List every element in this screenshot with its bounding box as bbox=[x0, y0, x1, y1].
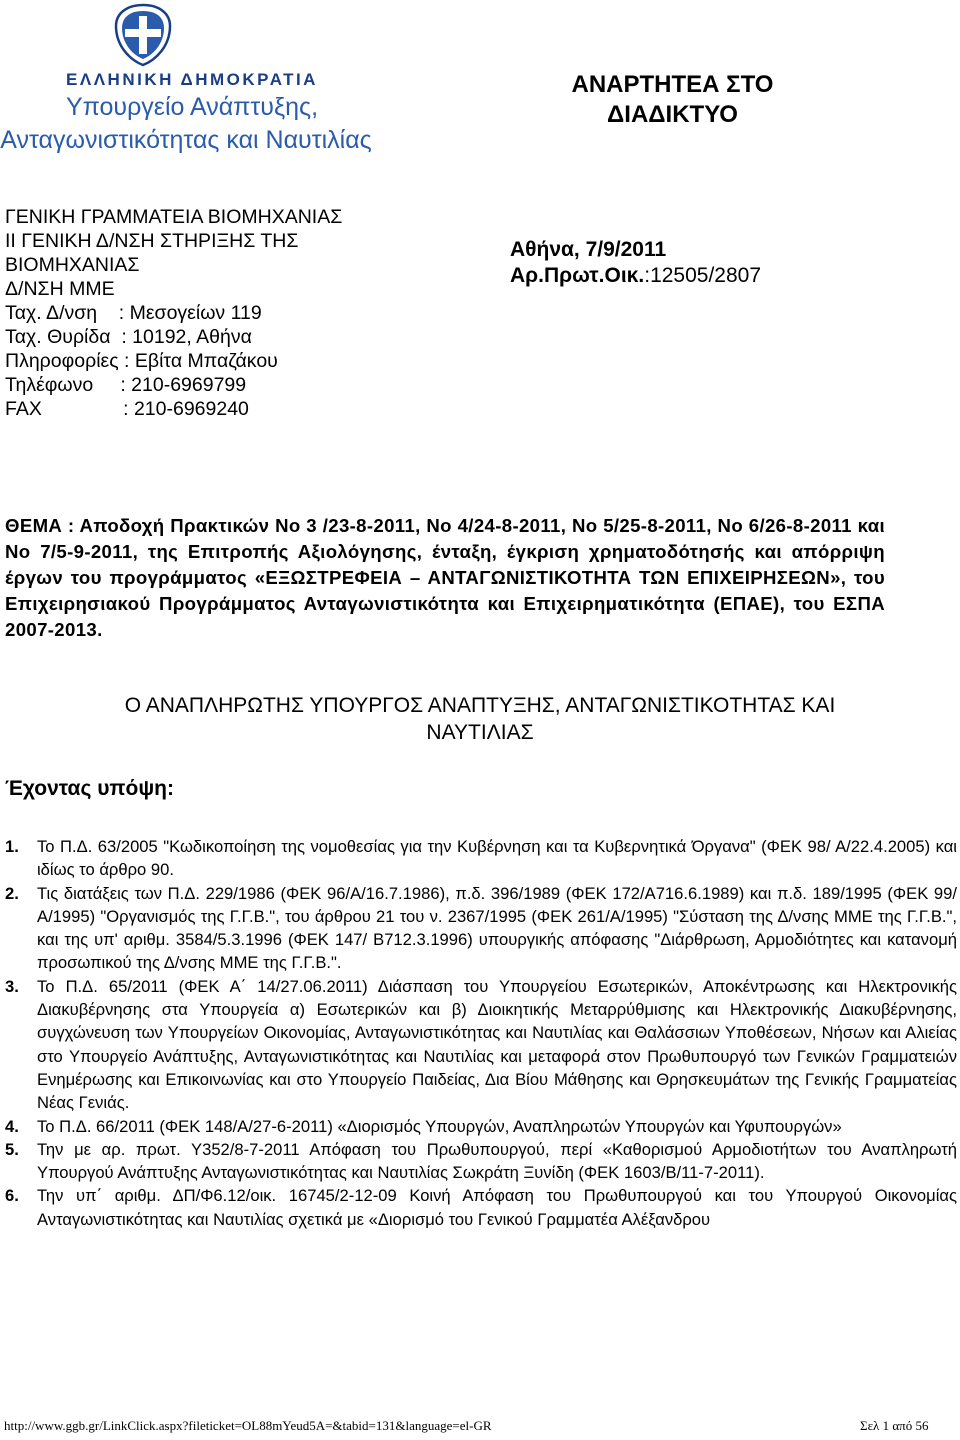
item-number: 3. bbox=[5, 976, 19, 996]
dept-line: Ταχ. Θυρίδα : 10192, Αθήνα bbox=[5, 326, 252, 348]
logo-republic-text: ΕΛΛΗΝΙΚΗ ΔΗΜΟΚΡΑΤΙΑ bbox=[66, 70, 318, 89]
item-text: Την με αρ. πρωτ. Υ352/8-7-2011 Απόφαση του Πρωθυπουργού, περί «Καθορισμού Αρμοδιοτήτων του Αναπληρωτή Υπουργού Ανάπτυξης Ανταγωνιστικότητας και Ναυτιλίας Σωκράτη Ξυνίδη (ΦΕΚ 1603/Β/11-7-2011). bbox=[37, 1139, 957, 1183]
dept-line: ΙΙ ΓΕΝΙΚΗ Δ/ΝΣΗ ΣΤΗΡΙΞΗΣ ΤΗΣ bbox=[5, 230, 299, 252]
footer-page-number: Σελ 1 από 56 bbox=[860, 1418, 929, 1433]
department-info bbox=[5, 205, 342, 421]
considerations-list bbox=[5, 835, 957, 1231]
item-text: Το Π.Δ. 65/2011 (ΦΕΚ Α΄ 14/27.06.2011) Διάσπαση του Υπουργείου Εσωτερικών, Αποκέντρωσης και Ηλεκτρονικής Διακυβέρνησης στα Υπουργεία α) Εσωτερικών και β) Διοικητικής Μεταρρύθμισης και Ηλεκτρονικής Διακυβέρνησης, συγχώνευση των Υπουργείων Οικονομίας, Ανταγωνιστικότητας και Ναυτιλίας και Θαλάσσιων Υποθέσεων, Νήσων και Αλιείας στο Υπουργείο Ανάπτυξης, Ανταγωνιστικότητας και Ναυτιλίας και μεταφορά στον Πρωθυπουργό των Γενικών Γραμματειών Ενημέρωσης και Επικοινωνίας και στο Υπουργείο Παιδείας, Δια Βίου Μάθησης και Θρησκευμάτων της Γενικής Γραμματείας Νέας Γενιάς. bbox=[37, 976, 957, 1113]
item-number: 1. bbox=[5, 837, 19, 856]
protocol-number bbox=[510, 263, 761, 289]
date-block bbox=[510, 237, 761, 289]
item-text: Το Π.Δ. 63/2005 "Κωδικοποίηση της νομοθεσίας για την Κυβέρνηση και τα Κυβερνητικά Όργανα" (ΦΕΚ 98/ Α/22.4.2005) και ιδίως το άρθρο 90. bbox=[37, 837, 957, 880]
item-number: 5. bbox=[5, 1139, 19, 1159]
publish-notice-line1: ΑΝΑΡΤΗΤΕΑ ΣΤΟ bbox=[571, 71, 774, 98]
minister-line2: ΝΑΥΤΙΛΙΑΣ bbox=[426, 721, 534, 744]
having-considered-heading: Έχοντας υπόψη: bbox=[5, 777, 174, 800]
dept-line: Τηλέφωνο : 210-6969799 bbox=[5, 374, 247, 396]
item-text: Το Π.Δ. 66/2011 (ΦΕΚ 148/Α/27-6-2011) «Διορισμός Υπουργών, Αναπληρωτών Υπουργών και Υφυπουργών» bbox=[37, 1116, 842, 1136]
minister-heading bbox=[60, 692, 900, 746]
protocol-value: :12505/2807 bbox=[644, 264, 762, 287]
dept-line: Πληροφορίες : Εβίτα Μπαζάκου bbox=[5, 350, 278, 372]
list-item bbox=[5, 835, 957, 882]
logo-ministry-line1: Υπουργείο Ανάπτυξης, bbox=[65, 93, 319, 121]
logo-ministry-line2: Ανταγωνιστικότητας και Ναυτιλίας bbox=[0, 126, 372, 154]
list-item bbox=[5, 1138, 957, 1185]
subject-paragraph: ΘΕΜΑ : Αποδοχή Πρακτικών Νο 3 /23-8-2011, Νο 4/24-8-2011, Νο 5/25-8-2011, Νο 6/26-8-2011 και Νο 7/5-9-2011, της Επιτροπής Αξιολόγησης, ένταξη, έγκριση χρηματοδότησής και απόρριψη έργων του προγράμματος «ΕΞΩΣΤΡΕΦΕΙΑ – ΑΝΤΑΓΩΝΙΣΤΙΚΟΤΗΤΑ ΤΩΝ ΕΠΙΧΕΙΡΗΣΕΩΝ», του Επιχειρησιακού Προγράμματος Ανταγωνιστικότητα και Επιχειρηματικότητα (ΕΠΑΕ), του ΕΣΠΑ 2007-2013. bbox=[5, 515, 885, 640]
dept-line: FAX : 210-6969240 bbox=[5, 398, 249, 420]
list-item bbox=[5, 882, 957, 975]
item-text: Τις διατάξεις των Π.Δ. 229/1986 (ΦΕΚ 96/Α/16.7.1986), π.δ. 396/1989 (ΦΕΚ 172/Α716.6.1989) και π.δ. 189/1995 (ΦΕΚ 99/Α/1995) "Οργανισμός της Γ.Γ.Β.", του άρθρου 21 του ν. 2367/1995 (ΦΕΚ 261/Α/1995) "Σύσταση της Δ/νσης ΜΜΕ της Γ.Γ.Β.", και της υπ' αριθμ. 3584/5.3.1996 (ΦΕΚ 147/ Β712.3.1996) υπουργικής απόφασης "Διάρθρωση, Αρμοδιότητες και κατανομή προσωπικού της Δ/νσης ΜΜΕ της Γ.Γ.Β.". bbox=[37, 883, 957, 973]
document-date: Αθήνα, 7/9/2011 bbox=[510, 238, 667, 261]
list-item bbox=[5, 975, 957, 1115]
dept-line: Ταχ. Δ/νση : Μεσογείων 119 bbox=[5, 302, 262, 324]
dept-line: Δ/ΝΣΗ ΜΜΕ bbox=[5, 278, 115, 300]
dept-line: ΒΙΟΜΗΧΑΝΙΑΣ bbox=[5, 254, 140, 276]
list-item bbox=[5, 1115, 957, 1138]
dept-line: ΓΕΝΙΚΗ ΓΡΑΜΜΑΤΕΙΑ ΒΙΟΜΗΧΑΝΙΑΣ bbox=[5, 206, 343, 228]
item-number: 6. bbox=[5, 1186, 19, 1206]
footer-url: http://www.ggb.gr/LinkClick.aspx?fileticket=OL88mYeud5A=&tabid=131&language=el-GR bbox=[4, 1418, 492, 1433]
item-number: 2. bbox=[5, 883, 19, 903]
publish-notice-line2: ΔΙΑΔΙΚΤΥΟ bbox=[607, 101, 738, 128]
list-item bbox=[5, 1184, 957, 1231]
greek-coat-of-arms-icon bbox=[110, 2, 176, 68]
minister-line1: Ο ΑΝΑΠΛΗΡΩΤΗΣ ΥΠΟΥΡΓΟΣ ΑΝΑΠΤΥΞΗΣ, ΑΝΤΑΓΩΝΙΣΤΙΚΟΤΗΤΑΣ ΚΑΙ bbox=[124, 694, 836, 717]
item-number: 4. bbox=[5, 1116, 19, 1136]
publish-notice bbox=[565, 70, 780, 130]
protocol-prefix: Αρ.Πρωτ.Οικ. bbox=[510, 264, 645, 287]
item-text: Την υπ΄ αριθμ. ΔΠ/Φ6.12/οικ. 16745/2-12-09 Κοινή Απόφαση του Πρωθυπουργού και του Υπουργού Οικονομίας Ανταγωνιστικότητας και Ναυτιλίας σχετικά με «Διορισμό του Γενικού Γραμματέα Αλέξανδρου bbox=[37, 1186, 957, 1229]
